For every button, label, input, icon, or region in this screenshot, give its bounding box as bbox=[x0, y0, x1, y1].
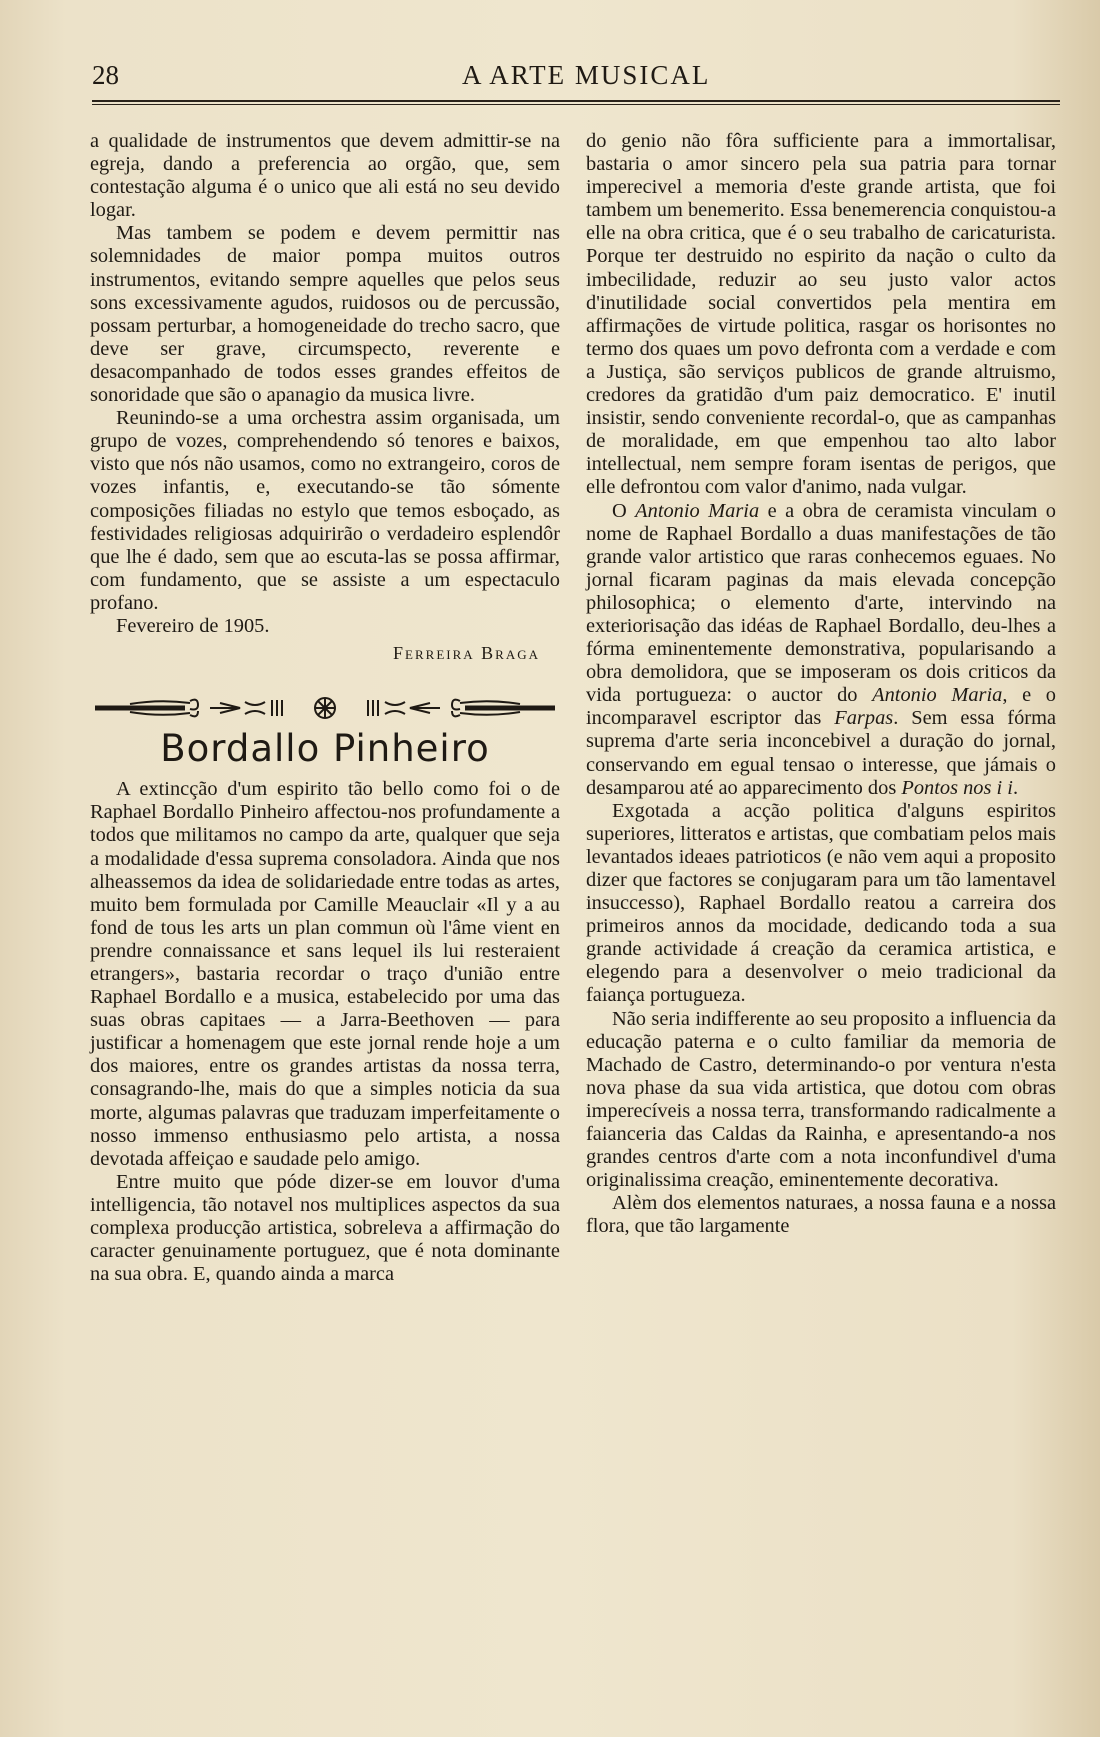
author-signature: Ferreira Braga bbox=[393, 643, 540, 664]
paragraph: Mas tambem se podem e devem permittir nas solemnidades de maior pompa muitos outros instrumentos, evitando sempre aquelles que pelos seus sons excessivamente agudos, ruidosos ou de percussão, possam perturbar, a homogeneidade do trecho sacro, que deve ser grave, circumspecto, reverente e desacompanhado de todos esses grandes effeitos de sonoridade que são o apanagio da musica livre. bbox=[90, 222, 560, 407]
ornament-divider-icon bbox=[90, 687, 560, 727]
page-number: 28 bbox=[92, 60, 119, 90]
journal-title: A ARTE MUSICAL bbox=[462, 60, 711, 90]
header-rule bbox=[92, 100, 1060, 102]
paragraph: Alèm dos elementos naturaes, a nossa fauna e a nossa flora, que tão largamente bbox=[586, 1192, 1056, 1238]
paragraph: Reunindo-se a uma orchestra assim organisada, um grupo de vozes, comprehendendo só tenores e baixos, visto que nós não usamos, como no extrangeiro, coros de vozes infantis, e, executando-se tão sómente composições filiadas no estylo que temos esboçado, as festividades religiosas adquirirão o verdadeiro esplendôr que lhe é dado, sem que ao escuta-las se possa affirmar, com fundamento, que se assiste a um espectaculo profano. bbox=[90, 407, 560, 614]
left-column bbox=[90, 130, 560, 1286]
paragraph: Entre muito que póde dizer-se em louvor d'uma intelligencia, tão notavel nos multiplices aspectos da sua complexa producção artistica, sobreleva a affirmação do caracter genuinamente portuguez, que é nota dominante na sua obra. E, quando ainda a marca bbox=[90, 1170, 560, 1286]
paragraph: do genio não fôra sufficiente para a immortalisar, bastaria o amor sincero pela sua patria para tornar imperecivel a memoria d'este grande artista, que foi tambem um benemerito. Essa benemerencia conquistou-a elle na obra critica, que é o seu trabalho de caricaturista. Porque ter destruido no espirito da nação o culto da imbecilidade, reduzir ao seu justo valor actos d'inutilidade social convertidos pela mentira em affirmações de virtude politica, rasgar os horisontes no termo dos quaes um povo defronta com a verdade e com a Justiça, são serviços publicos de grande altruismo, credores da gratidão d'um paiz democratico. E' inutil insistir, sendo conveniente recordal-o, que as campanhas de moralidade, em que empenhou tao alto labor intellectual, nem sempre foram isentas de perigos, que elle defrontou com valor d'animo, nada vulgar. bbox=[586, 130, 1056, 499]
right-column bbox=[586, 130, 1056, 1239]
paragraph: a qualidade de instrumentos que devem admittir-se na egreja, dando a preferencia ao orgão, que, sem contestação alguma é o unico que ali está no seu devido logar. bbox=[90, 130, 560, 222]
article-title: Bordallo Pinheiro bbox=[160, 727, 490, 771]
header-rule-thin bbox=[92, 104, 1060, 105]
paragraph: O Antonio Maria e a obra de ceramista vinculam o nome de Raphael Bordallo a duas manifestações de tão grande valor artistico que raras conhecemos eguaes. No jornal ficaram paginas da mais elevada concepção philosophica; o elemento d'arte, intervindo na exteriorisação das idéas de Raphael Bordallo, deu-lhes a fórma eminentemente demonstrativa, popularisando a obra demolidora, que se imposeram os dois criticos da vida portugueza: o auctor do Antonio Maria, e o incomparavel escriptor das Farpas. Sem essa fórma suprema d'arte seria inconcebivel a duração do jornal, conservando em egual tensao o interesse, que jámais o desamparou até ao apparecimento dos Pontos nos i i. bbox=[586, 499, 1056, 799]
paragraph: A extincção d'um espirito tão bello como foi o de Raphael Bordallo Pinheiro affectou-nos profundamente a todos que militamos no campo da arte, qualquer que seja a modalidade d'essa suprema consoladora. Ainda que nos alheassemos da idea de solidariedade entre todas as artes, muito bem formulada por Camille Meauclair «Il y a au fond de tous les arts un plan commun où l'âme vient en prendre connaissance et sans lequel ils lui resteraient etrangers», bastaria recordar o traço d'união entre Raphael Bordallo e a musica, estabelecido por uma das suas obras capitaes — a Jarra-Beethoven — para justificar a homenagem que este jornal rende hoje a um dos maiores, entre os grandes artistas da nossa terra, consagrando-lhe, mais do que a simples noticia da sua morte, algumas palavras que traduzam imperfeitamente o nosso immenso enthusiasmo pelo artista, a nossa devotada affeiçao e saudade pelo amigo. bbox=[90, 778, 560, 1170]
page-header bbox=[92, 58, 1060, 98]
paragraph: Não seria indifferente ao seu proposito a influencia da educação paterna e o culto familiar da memoria de Machado de Castro, determinando-o por ventura n'esta nova phase da sua vida artistica, que dotou com obras imperecíveis a nossa terra, transformando radicalmente a faianceria das Caldas da Rainha, e apresentando-a nos grandes centros d'arte com a nota inconfundivel d'uma originalissima creação, eminentemente decorativa. bbox=[586, 1007, 1056, 1192]
paragraph: Exgotada a acção politica d'alguns espiritos superiores, litteratos e artistas, que combatiam pelos mais levantados ideaes patrioticos (e não vem aqui a proposito dizer que factores se conjugaram para um tão lamentavel insuccesso), Raphael Bordallo reatou a carreira dos primeiros annos da mocidade, dedicando toda a sua grande actividade á creação da ceramica artistica, e elegendo para a desenvolver o meio tradicional da faiança portugueza. bbox=[586, 799, 1056, 1007]
article-date: Fevereiro de 1905. bbox=[116, 614, 270, 637]
